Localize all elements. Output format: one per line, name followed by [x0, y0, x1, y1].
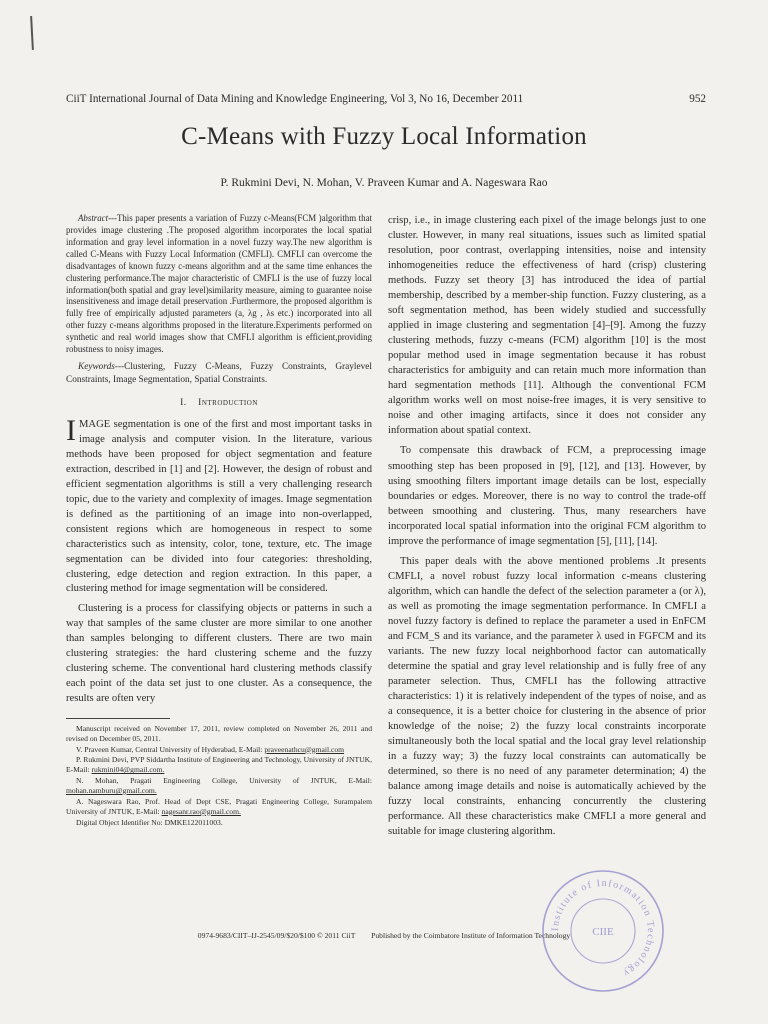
drop-cap: I	[66, 414, 76, 448]
issn-line: 0974-9683/CIIT–IJ-2545/09/$20/$100 © 2011 CiiT	[197, 931, 356, 940]
footnote: N. Mohan, Pragati Engineering College, University of JNTUK, E-Mail: mohan.namburu@gmail.com.	[66, 776, 372, 796]
section-heading	[66, 397, 372, 410]
footnotes	[66, 724, 372, 828]
section-number: I.	[180, 398, 187, 409]
body-paragraph: This paper deals with the above mentioned problems .It presents CMFLI, a novel robust fuzzy local information c-means clustering algorithm, which can handle the defect of the selection parameter a (or λ), as well as promoting the image segmentation performance. In CMFLI a novel fuzzy factory is defined to replace the parameter a used in EnFCM and FCM_S and its variance, and the parameter λ used in FGFCM and its variants. The new fuzzy local neighborhood factor can automatically determine the spatial and gray level relationship and is fully free of any parameter selection. Thus, CMFLI has the following attractive characteristics: 1) it is relatively independent of the types of noise, and as a consequence, it is a better choice for clustering in the absence of prior knowledge of the noise; 2) the fuzzy local constraints incorporate simultaneously both the local spatial and the local gray level relationship in a fuzzy way; 3) the fuzzy local constraints can automatically be determined, so there is no need of any parameter determination; 4) the balance among image details and noise is automatically achieved by the fuzzy local constraints, enhancing concurrently the clustering performance. All these characteristics make CMFLI a more general and suitable for image clustering algorithm.	[388, 555, 706, 838]
keywords-text: Clustering, Fuzzy C-Means, Fuzzy Constraints, Graylevel Constraints, Image Segmentation, Spatial Constraints.	[66, 362, 372, 385]
page-number: 952	[689, 93, 706, 105]
institute-seal-stamp	[538, 866, 668, 996]
paper-title: C-Means with Fuzzy Local Information	[181, 123, 587, 150]
footnote: P. Rukmini Devi, PVP Siddartha Institute of Engineering and Technology, University of JNTUK, E-Mail: rukmini04@gmail.com.	[66, 755, 372, 775]
keywords-label: Keywords---	[78, 362, 125, 373]
intro-p1-text: MAGE segmentation is one of the first and most important tasks in image analysis and computer vision. In the literature, various methods have been proposed for object segmentation and feature extraction, described in [1] and [2]. However, the design of robust and efficient segmentation algorithms is still a very challenging research topic, due to the variety and complexity of images. Image segmentation is defined as the partitioning of an image into non-overlapped, consistent regions which are homogeneous in respect to some characteristics such as intensity, color, tone, texture, etc. The image segmentation can be divided into four categories: thresholding, clustering, edge detection and region extraction. In this paper, a clustering method for image segmentation will be considered.	[66, 419, 372, 595]
journal-citation: CiiT International Journal of Data Mining and Knowledge Engineering, Vol 3, No 16, December 2011	[66, 93, 524, 105]
abstract-text: This paper presents a variation of Fuzzy c-Means(FCM )algorithm that provides image clustering .The proposed algorithm incorporates the local spatial information and gray level information in a novel fuzzy way.The new algorithm is called C-Means with Fuzzy Local Information (CMFLI). CMFLI can overcome the disadvantages of known fuzzy c-means algorithm and at the same time enhances the clustering performance.The major characteristic of CMFLI is the use of fuzzy local information(both spatial and gray level)similarity measure, aiming to guarantee noise insensitiveness and image detail preservation .Furthermore, the proposed algorithm is fully free of empirically adjusted parameters (a, λg , λs etc.) incorporated into all other fuzzy c-means algorithms proposed in the literature.Experiments performed on synthetic and real world images show that CMFLI algorithm is efficient,providing robustness to noisy images.	[66, 213, 372, 355]
stamp-center-text: CIIE	[592, 926, 614, 938]
footnote: A. Nageswara Rao, Prof. Head of Dept CSE, Pragati Engineering College, Surampalem University of JNTUK, E-Mail: nagesanr.rao@gmail.com.	[66, 796, 372, 816]
footnote: Digital Object Identifier No: DMKE122011003.	[76, 817, 223, 827]
intro-paragraph	[66, 414, 372, 597]
keywords	[66, 361, 372, 386]
introduction-body	[66, 414, 372, 707]
footnote-rule	[66, 718, 170, 719]
stamp-ring-text: Institute of Information Technology	[549, 877, 657, 980]
abstract-label: Abstract---	[78, 213, 117, 223]
author-list: P. Rukmini Devi, N. Mohan, V. Praveen Kumar and A. Nageswara Rao	[220, 177, 548, 189]
footnote: Manuscript received on November 17, 2011, review completed on November 26, 2011 and revised on December 05, 2011.	[66, 723, 372, 743]
scan-mark	[30, 16, 34, 50]
email-link[interactable]: rukmini04@gmail.com.	[91, 765, 165, 775]
publisher-line: Published by the Coimbatore Institute of Information Technology	[371, 931, 571, 940]
body-paragraph: To compensate this drawback of FCM, a preprocessing image smoothing step has been proposed in [9], [12], and [13]. However, by using smoothing filters important image details can be lost, especially boundaries or edges. Moreover, there is no way to control the trade-off between smoothing and clustering. Thus, many researchers have incorporated local spatial information into the original FCM algorithm to improve the performance of image segmentation [5], [11], [14].	[388, 445, 706, 547]
email-link[interactable]: praveenathcu@gmail.com	[264, 744, 345, 754]
right-column	[388, 213, 706, 844]
abstract	[66, 213, 372, 356]
intro-paragraph: Clustering is a process for classifying objects or patterns in such a way that samples of the same cluster are more similar to one another than samples belonging to different clusters. There are two main clustering strategies: the hard clustering scheme and the fuzzy clustering scheme. The conventional hard clustering methods classify each point of the data set just to one cluster. As a consequence, the results are often very	[66, 603, 372, 704]
email-link[interactable]: mohan.namburu@gmail.com.	[66, 786, 157, 796]
footnote: V. Praveen Kumar, Central University of Hyderabad, E-Mail: praveenathcu@gmail.com	[76, 744, 345, 754]
body-paragraph: crisp, i.e., in image clustering each pixel of the image belongs just to one cluster. However, in many real situations, issues such as limited spatial resolution, poor contrast, overlapping intensities, noise and intensity inhomogeneities reduce the effectiveness of hard (crisp) clustering methods. Fuzzy set theory [3] has introduced the idea of partial membership, described by a member-ship function. Fuzzy clustering, as a soft segmentation method, has been widely studied and successfully applied in image clustering and segmentation [4]–[9]. Among the fuzzy clustering methods, fuzzy c-means (FCM) algorithm [10] is the most popular method used in image segmentation because it has robust characteristics for ambiguity and can retain much more information than hard segmentation methods [11]. Although the conventional FCM algorithm works well on most noise-free images, it is very sensitive to noise and other imaging artifacts, since it does not consider any information about spatial context.	[388, 215, 706, 437]
left-column	[66, 213, 372, 828]
section-title: Introduction	[198, 398, 258, 409]
email-link[interactable]: nagesanr.rao@gmail.com.	[161, 806, 241, 816]
